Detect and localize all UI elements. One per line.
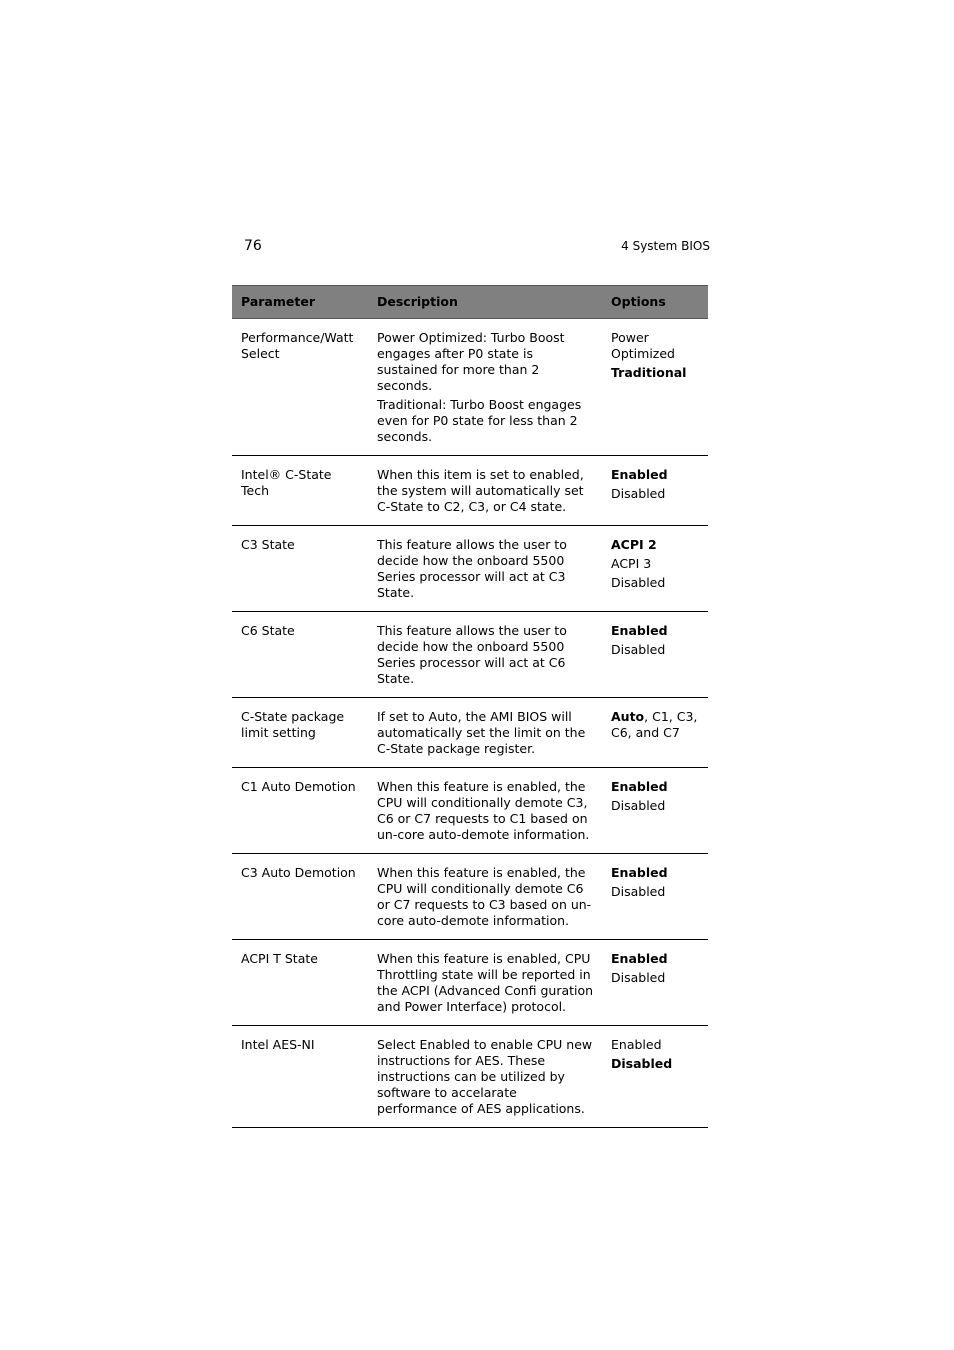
parameter-cell: C-State package limit setting (232, 698, 368, 768)
option: Disabled (611, 486, 666, 501)
chapter-title: 4 System BIOS (621, 239, 710, 253)
options-cell (602, 940, 708, 1026)
default-option: Enabled (611, 865, 668, 880)
description-text: This feature allows the user to decide how the onboard 5500 Series processor will act at C6 State. (377, 623, 567, 686)
table-row (232, 526, 708, 612)
bios-settings-table (232, 285, 708, 1128)
description-cell (368, 526, 602, 612)
option: Disabled (611, 575, 666, 590)
options-cell (602, 1026, 708, 1128)
description-text: Power Optimized: Turbo Boost engages after P0 state is sustained for more than 2 seconds. (377, 330, 565, 393)
default-option: Disabled (611, 1056, 673, 1071)
parameter-cell: Intel AES-NI (232, 1026, 368, 1128)
table-body (232, 319, 708, 1128)
option: Disabled (611, 970, 666, 985)
parameter-cell: C3 Auto Demotion (232, 854, 368, 940)
parameter-cell: C3 State (232, 526, 368, 612)
description-cell (368, 940, 602, 1026)
column-header-description: Description (368, 286, 602, 319)
description-cell (368, 319, 602, 456)
description-cell (368, 456, 602, 526)
default-option: Enabled (611, 623, 668, 638)
column-header-parameter: Parameter (232, 286, 368, 319)
default-option: Enabled (611, 467, 668, 482)
description-text: When this feature is enabled, the CPU will conditionally demote C3, C6 or C7 requests to C1 based on un-core auto-demote information. (377, 779, 590, 842)
option: Disabled (611, 884, 666, 899)
description-text: When this feature is enabled, CPU Throttling state will be reported in the ACPI (Advanced Confi guration and Power Interface) protocol. (377, 951, 594, 1014)
description-cell (368, 698, 602, 768)
options-cell (602, 526, 708, 612)
table-header-row (232, 286, 708, 319)
option: ACPI 3 (611, 556, 652, 571)
description-text: If set to Auto, the AMI BIOS will automatically set the limit on the C-State package register. (377, 709, 586, 756)
table-row (232, 698, 708, 768)
description-cell (368, 612, 602, 698)
option: Disabled (611, 798, 666, 813)
description-text: Traditional: Turbo Boost engages even for P0 state for less than 2 seconds. (377, 397, 582, 444)
parameter-cell: C1 Auto Demotion (232, 768, 368, 854)
table-row (232, 854, 708, 940)
default-option: Enabled (611, 951, 668, 966)
option-list (611, 709, 706, 741)
description-text: When this item is set to enabled, the system will automatically set C-State to C2, C3, or C4 state. (377, 467, 584, 514)
description-cell (368, 854, 602, 940)
table-row (232, 319, 708, 456)
options-cell (602, 698, 708, 768)
option: Power Optimized (611, 330, 675, 361)
default-option: Enabled (611, 779, 668, 794)
options-cell (602, 768, 708, 854)
table-row (232, 1026, 708, 1128)
description-cell (368, 768, 602, 854)
parameter-cell: Intel® C-State Tech (232, 456, 368, 526)
description-cell (368, 1026, 602, 1128)
column-header-options: Options (602, 286, 708, 319)
page-number: 76 (244, 238, 262, 254)
description-text: When this feature is enabled, the CPU will conditionally demote C6 or C7 requests to C3 based on un-core auto-demote information. (377, 865, 592, 928)
options-cell (602, 319, 708, 456)
table-row (232, 768, 708, 854)
option: , C1, C3, C6, and C7 (611, 709, 698, 740)
option: Disabled (611, 642, 666, 657)
parameter-cell: C6 State (232, 612, 368, 698)
parameter-cell: ACPI T State (232, 940, 368, 1026)
description-text: Select Enabled to enable CPU new instructions for AES. These instructions can be utilized by software to accelarate performance of AES applications. (377, 1037, 593, 1116)
option: Enabled (611, 1037, 662, 1052)
description-text: This feature allows the user to decide how the onboard 5500 Series processor will act at C3 State. (377, 537, 567, 600)
options-cell (602, 456, 708, 526)
parameter-cell: Performance/Watt Select (232, 319, 368, 456)
table-row (232, 612, 708, 698)
options-cell (602, 854, 708, 940)
table-row (232, 456, 708, 526)
default-option: ACPI 2 (611, 537, 657, 552)
default-option: Traditional (611, 365, 687, 380)
options-cell (602, 612, 708, 698)
table-row (232, 940, 708, 1026)
default-option: Auto (611, 709, 645, 724)
